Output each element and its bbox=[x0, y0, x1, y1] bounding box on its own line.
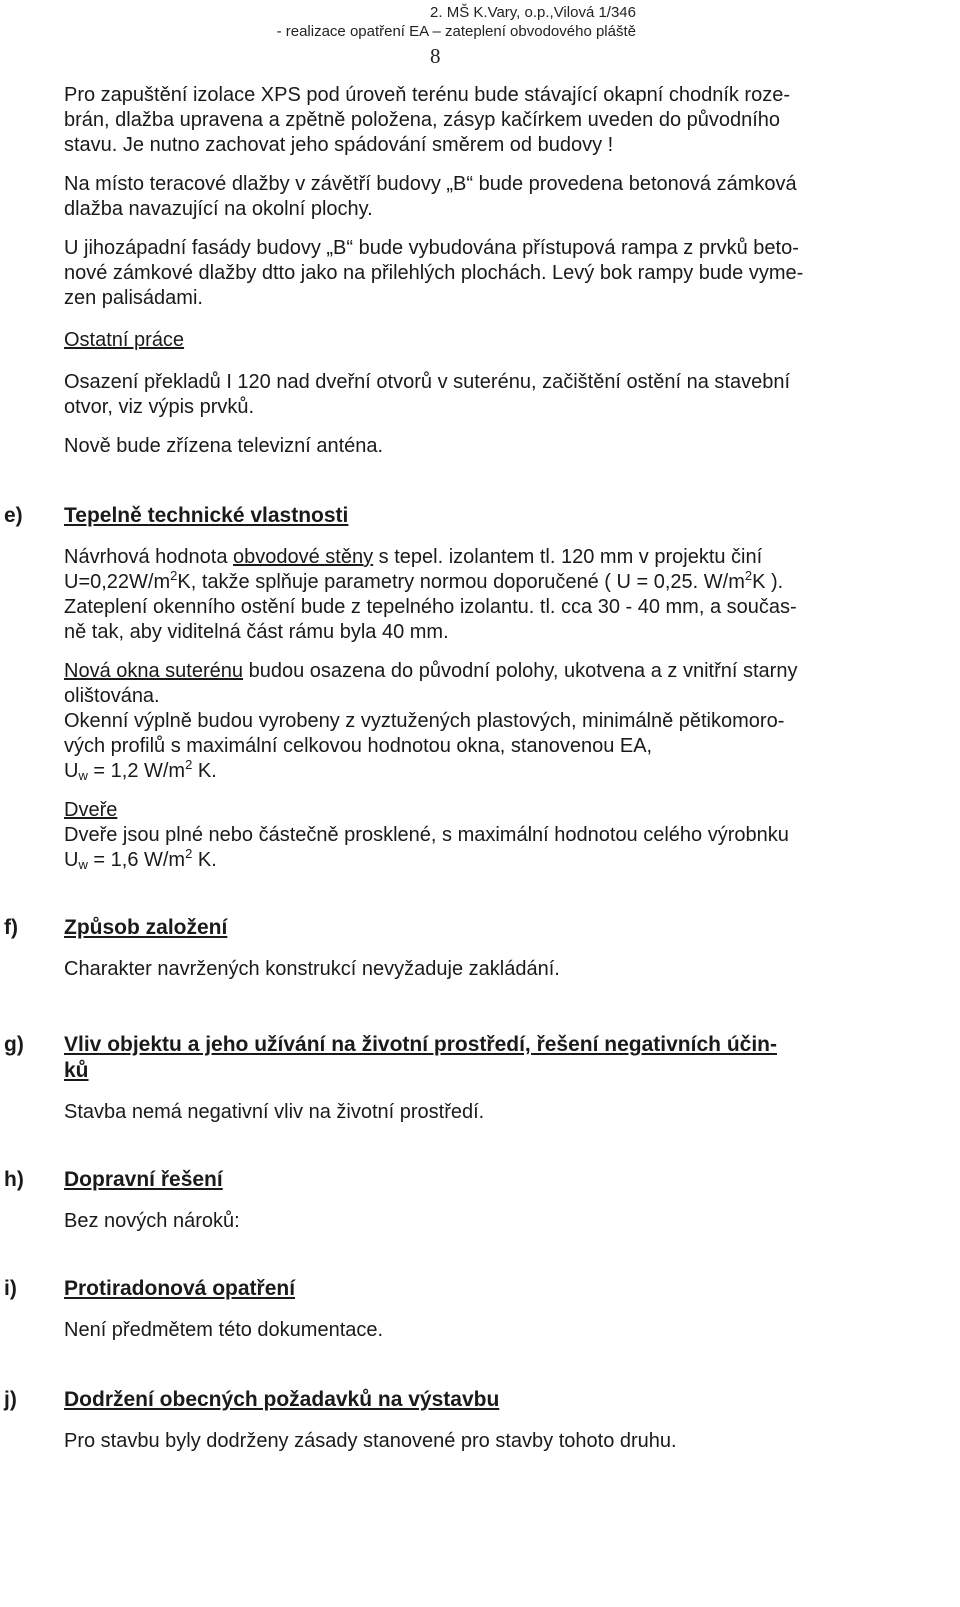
paragraph-zamkova-dlazba: Na místo teracové dlažby v závětří budovy „B“ bude provedena betonová zámková dlažba navazující na okolní plochy. bbox=[64, 173, 797, 220]
section-j-letter: j) bbox=[4, 1388, 17, 1411]
section-h-title: Dopravní řešení bbox=[64, 1168, 223, 1191]
section-i bbox=[4, 1276, 936, 1343]
paragraph-nova-okna: Nová okna suterénu budou osazena do původní polohy, ukotvena a z vnitřní starny olištována. Okenní výplně budou vyrobeny z vyztužených plastových, minimálně pětikomoro- vých profilů s maximální celkovou hodnotou okna, stanovenou EA, $U_w = 1,2$ $W/m^2$ K. bbox=[64, 660, 798, 783]
section-j-title: Dodržení obecných požadavků na výstavbu bbox=[64, 1388, 500, 1411]
section-j-text: Pro stavbu byly dodrženy zásady stanovené pro stavby tohoto druhu. bbox=[64, 1430, 677, 1452]
paragraph-okapni-chodnik: Pro zapuštění izolace XPS pod úroveň terénu bude stávající okapní chodník roze- brán, dlažba upravena a zpětně položena, zásyp kačírkem uveden do původního stavu. Je nutno zachovat jeho spádování směrem od budovy ! bbox=[64, 84, 790, 156]
header-line-1: 2. MŠ K.Vary, o.p.,Vilová 1/346 bbox=[430, 4, 636, 21]
header-line-2: - realizace opatření EA – zateplení obvodového pláště bbox=[276, 23, 636, 40]
section-g-text: Stavba nemá negativní vliv na životní prostředí. bbox=[64, 1101, 485, 1123]
paragraph-preklady: Osazení překladů I 120 nad dveřní otvorů v suterénu, začištění ostění na stavební otvor, viz výpis prvků. bbox=[64, 371, 790, 418]
section-f-title: Způsob založení bbox=[64, 916, 228, 939]
section-g-letter: g) bbox=[4, 1033, 24, 1056]
section-g-title: Vliv objektu a jeho užívání na životní prostředí, řešení negativních účin- ků bbox=[64, 1033, 777, 1082]
section-i-letter: i) bbox=[4, 1277, 17, 1300]
section-e bbox=[4, 503, 936, 873]
section-i-title: Protiradonová opatření bbox=[64, 1277, 296, 1300]
paragraph-dvere: Dveře jsou plné nebo částečně prosklené, s maximální hodnotou celého výrobnku $U_w = 1,6$ $W/m^2$ K. bbox=[64, 824, 789, 872]
paragraph-navrhova-hodnota: Návrhová hodnota obvodové stěny s tepel. izolantem tl. 120 mm v projektu činí $U=0,22W/m^2K$, takže splňuje parametry normou doporučené ( U = 0,25. $W/m^2K$ ). Zateplení okenního ostění bude z tepelného izolantu. tl. cca 30 - 40 mm, a součas- ně tak, aby viditelná část rámu byla 40 mm. bbox=[64, 546, 797, 643]
section-i-text: Není předmětem této dokumentace. bbox=[64, 1319, 384, 1341]
section-e-title: Tepelně technické vlastnosti bbox=[64, 504, 349, 527]
section-h-text: Bez nových nároků: bbox=[64, 1210, 240, 1232]
dvere-heading: Dveře bbox=[64, 799, 118, 821]
section-j bbox=[4, 1387, 936, 1454]
section-f-letter: f) bbox=[4, 916, 18, 939]
section-g bbox=[4, 1032, 936, 1125]
paragraph-antena: Nově bude zřízena televizní anténa. bbox=[64, 435, 384, 457]
paragraph-rampa: U jihozápadní fasády budovy „B“ bude vybudována přístupová rampa z prvků beto- nové zámkové dlažby dtto jako na přilehlých plochách. Levý bok rampy bude vyme- zen palisádami. bbox=[64, 237, 804, 309]
document-body bbox=[4, 83, 936, 1454]
section-h bbox=[4, 1167, 936, 1234]
page-header bbox=[277, 3, 636, 41]
ostatni-prace-heading: Ostatní práce bbox=[64, 329, 185, 351]
section-f-text: Charakter navržených konstrukcí nevyžaduje zakládání. bbox=[64, 958, 560, 980]
section-e-letter: e) bbox=[4, 504, 23, 527]
section-f bbox=[4, 915, 936, 982]
page-number: 8 bbox=[430, 44, 441, 68]
section-h-letter: h) bbox=[4, 1168, 24, 1191]
